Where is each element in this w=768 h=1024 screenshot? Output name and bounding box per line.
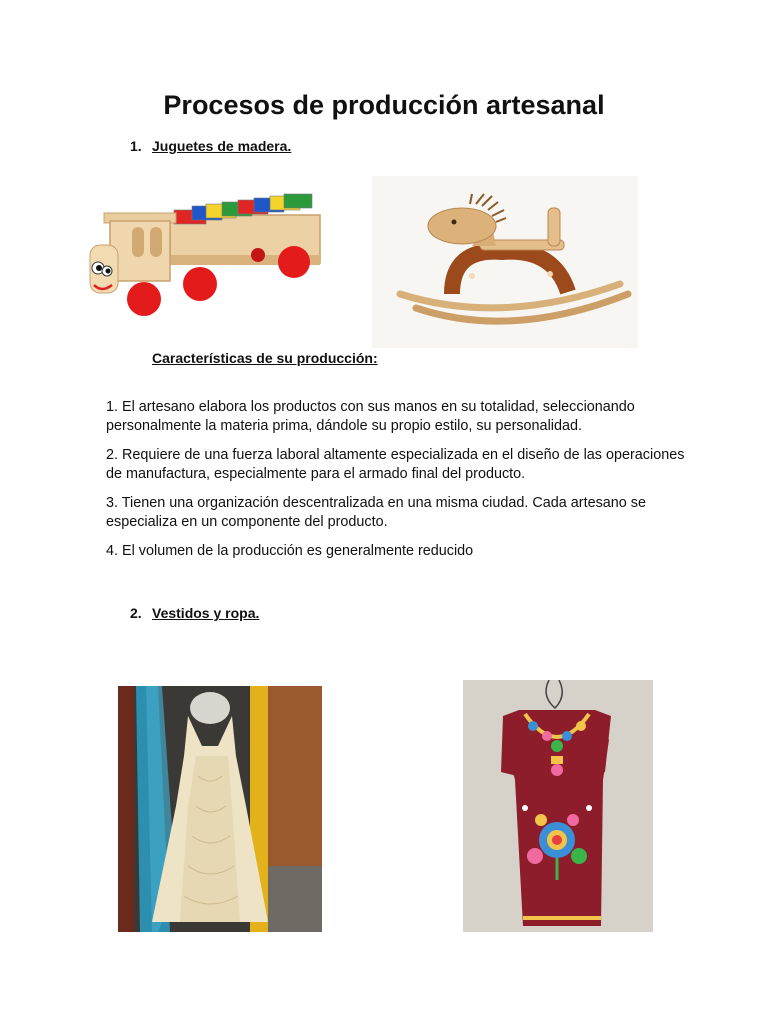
section-1-label: Juguetes de madera. <box>152 138 292 154</box>
cream-dress-image <box>118 686 322 932</box>
section-2-number: 2. <box>130 605 142 621</box>
characteristic-2: 2. Requiere de una fuerza laboral altamente especializada en el diseño de las operaciones de manufactura, especialmente para el armado final del producto. <box>106 447 685 482</box>
characteristics-list <box>106 398 686 571</box>
red-dress-image <box>463 680 653 932</box>
characteristic-1: 1. El artesano elabora los productos con sus manos en su totalidad, seleccionando personalmente la materia prima, dándole su propio estilo, su personalidad. <box>106 399 635 434</box>
production-characteristics-heading: Características de su producción: <box>152 350 378 366</box>
characteristic-3: 3. Tienen una organización descentralizada en una misma ciudad. Cada artesano se especializa en un componente del producto. <box>106 495 646 530</box>
page-title: Procesos de producción artesanal <box>163 90 605 120</box>
rocking-horse-image <box>372 176 638 348</box>
section-1-number: 1. <box>130 138 142 154</box>
section-2-label: Vestidos y ropa. <box>152 605 260 621</box>
characteristic-4: 4. El volumen de la producción es generalmente reducido <box>106 543 474 559</box>
section-1-heading <box>130 138 291 154</box>
toy-truck-image <box>88 185 328 325</box>
section-2-heading <box>130 605 259 621</box>
